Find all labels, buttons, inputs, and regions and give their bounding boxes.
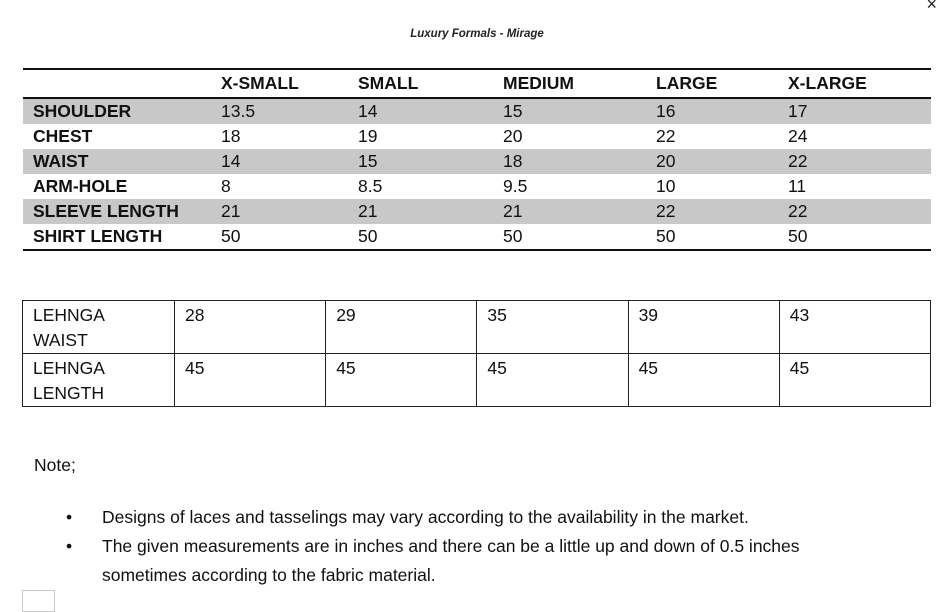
list-item [66,532,886,590]
table-cell: 45 [779,354,930,407]
table-row [23,199,931,224]
table-cell: 21 [503,201,523,221]
document-title: Luxury Formals - Mirage [410,28,544,40]
table-cell: 13.5 [221,101,256,121]
table-cell: 39 [628,301,779,354]
table-cell: 50 [221,226,241,246]
table-cell: 11 [788,176,807,196]
header-x-small: X-SMALL [221,73,299,93]
table-cell: 45 [477,354,628,407]
page-corner-box [22,590,55,612]
row-label-lehnga-length [23,354,175,407]
table-row [23,354,931,407]
row-label-arm-hole: ARM-HOLE [33,176,128,196]
table-cell: 21 [221,201,241,221]
list-item [66,503,886,532]
note-heading: Note; [34,455,76,475]
table-row [23,174,931,199]
note-list [66,503,886,590]
table-cell: 8.5 [358,176,383,196]
table-cell: 21 [358,201,378,221]
note-text: The given measurements are in inches and there can be a little up and down of 0.5 inches sometimes according to the fabric material. [102,536,800,585]
table-cell: 50 [503,226,523,246]
header-medium: MEDIUM [503,73,574,93]
row-label-sleeve-length: SLEEVE LENGTH [33,201,179,221]
note-text: Designs of laces and tasselings may vary according to the availability in the market. [102,507,749,527]
table-cell: 50 [358,226,378,246]
size-chart-table [23,68,931,251]
table-cell: 15 [503,101,523,121]
row-label-shirt-length: SHIRT LENGTH [33,226,163,246]
table-cell: 10 [656,176,676,196]
table-cell: 18 [503,151,523,171]
table-cell: 22 [656,201,676,221]
table-cell: 15 [358,151,378,171]
table-cell: 45 [175,354,326,407]
table-cell: 17 [788,101,808,121]
table-cell: 16 [656,101,676,121]
table-cell: 18 [221,126,241,146]
table-cell: 28 [175,301,326,354]
table-cell: 24 [788,126,808,146]
row-label-line: WAIST [33,330,88,350]
table-row [23,301,931,354]
table-cell: 8 [221,176,231,196]
table-cell: 43 [779,301,930,354]
table-cell: 22 [788,201,808,221]
table-cell: 50 [656,226,676,246]
header-corner-cell [23,69,211,98]
table-cell: 14 [221,151,241,171]
table-cell: 22 [656,126,676,146]
table-cell: 20 [503,126,523,146]
table-row [23,149,931,174]
table-row [23,98,931,124]
row-label-line: LENGTH [33,383,104,403]
table-cell: 22 [788,151,808,171]
header-small: SMALL [358,73,419,93]
size-header-row [23,69,931,98]
row-label-line: LEHNGA [33,305,105,325]
table-cell: 50 [788,226,808,246]
table-cell: 19 [358,126,378,146]
bullet-icon: • [66,507,73,527]
table-row [23,224,931,250]
lehnga-chart-table [22,300,931,407]
table-cell: 20 [656,151,676,171]
row-label-chest: CHEST [33,126,93,146]
row-label-waist: WAIST [33,151,89,171]
table-row [23,124,931,149]
bullet-icon: • [66,536,73,556]
close-icon[interactable]: × [926,0,937,14]
table-cell: 9.5 [503,176,528,196]
table-cell: 14 [358,101,378,121]
row-label-lehnga-waist [23,301,175,354]
header-large: LARGE [656,73,718,93]
row-label-line: LEHNGA [33,358,105,378]
table-cell: 35 [477,301,628,354]
row-label-shoulder: SHOULDER [33,101,132,121]
table-cell: 45 [628,354,779,407]
table-cell: 29 [326,301,477,354]
header-x-large: X-LARGE [788,73,867,93]
table-cell: 45 [326,354,477,407]
